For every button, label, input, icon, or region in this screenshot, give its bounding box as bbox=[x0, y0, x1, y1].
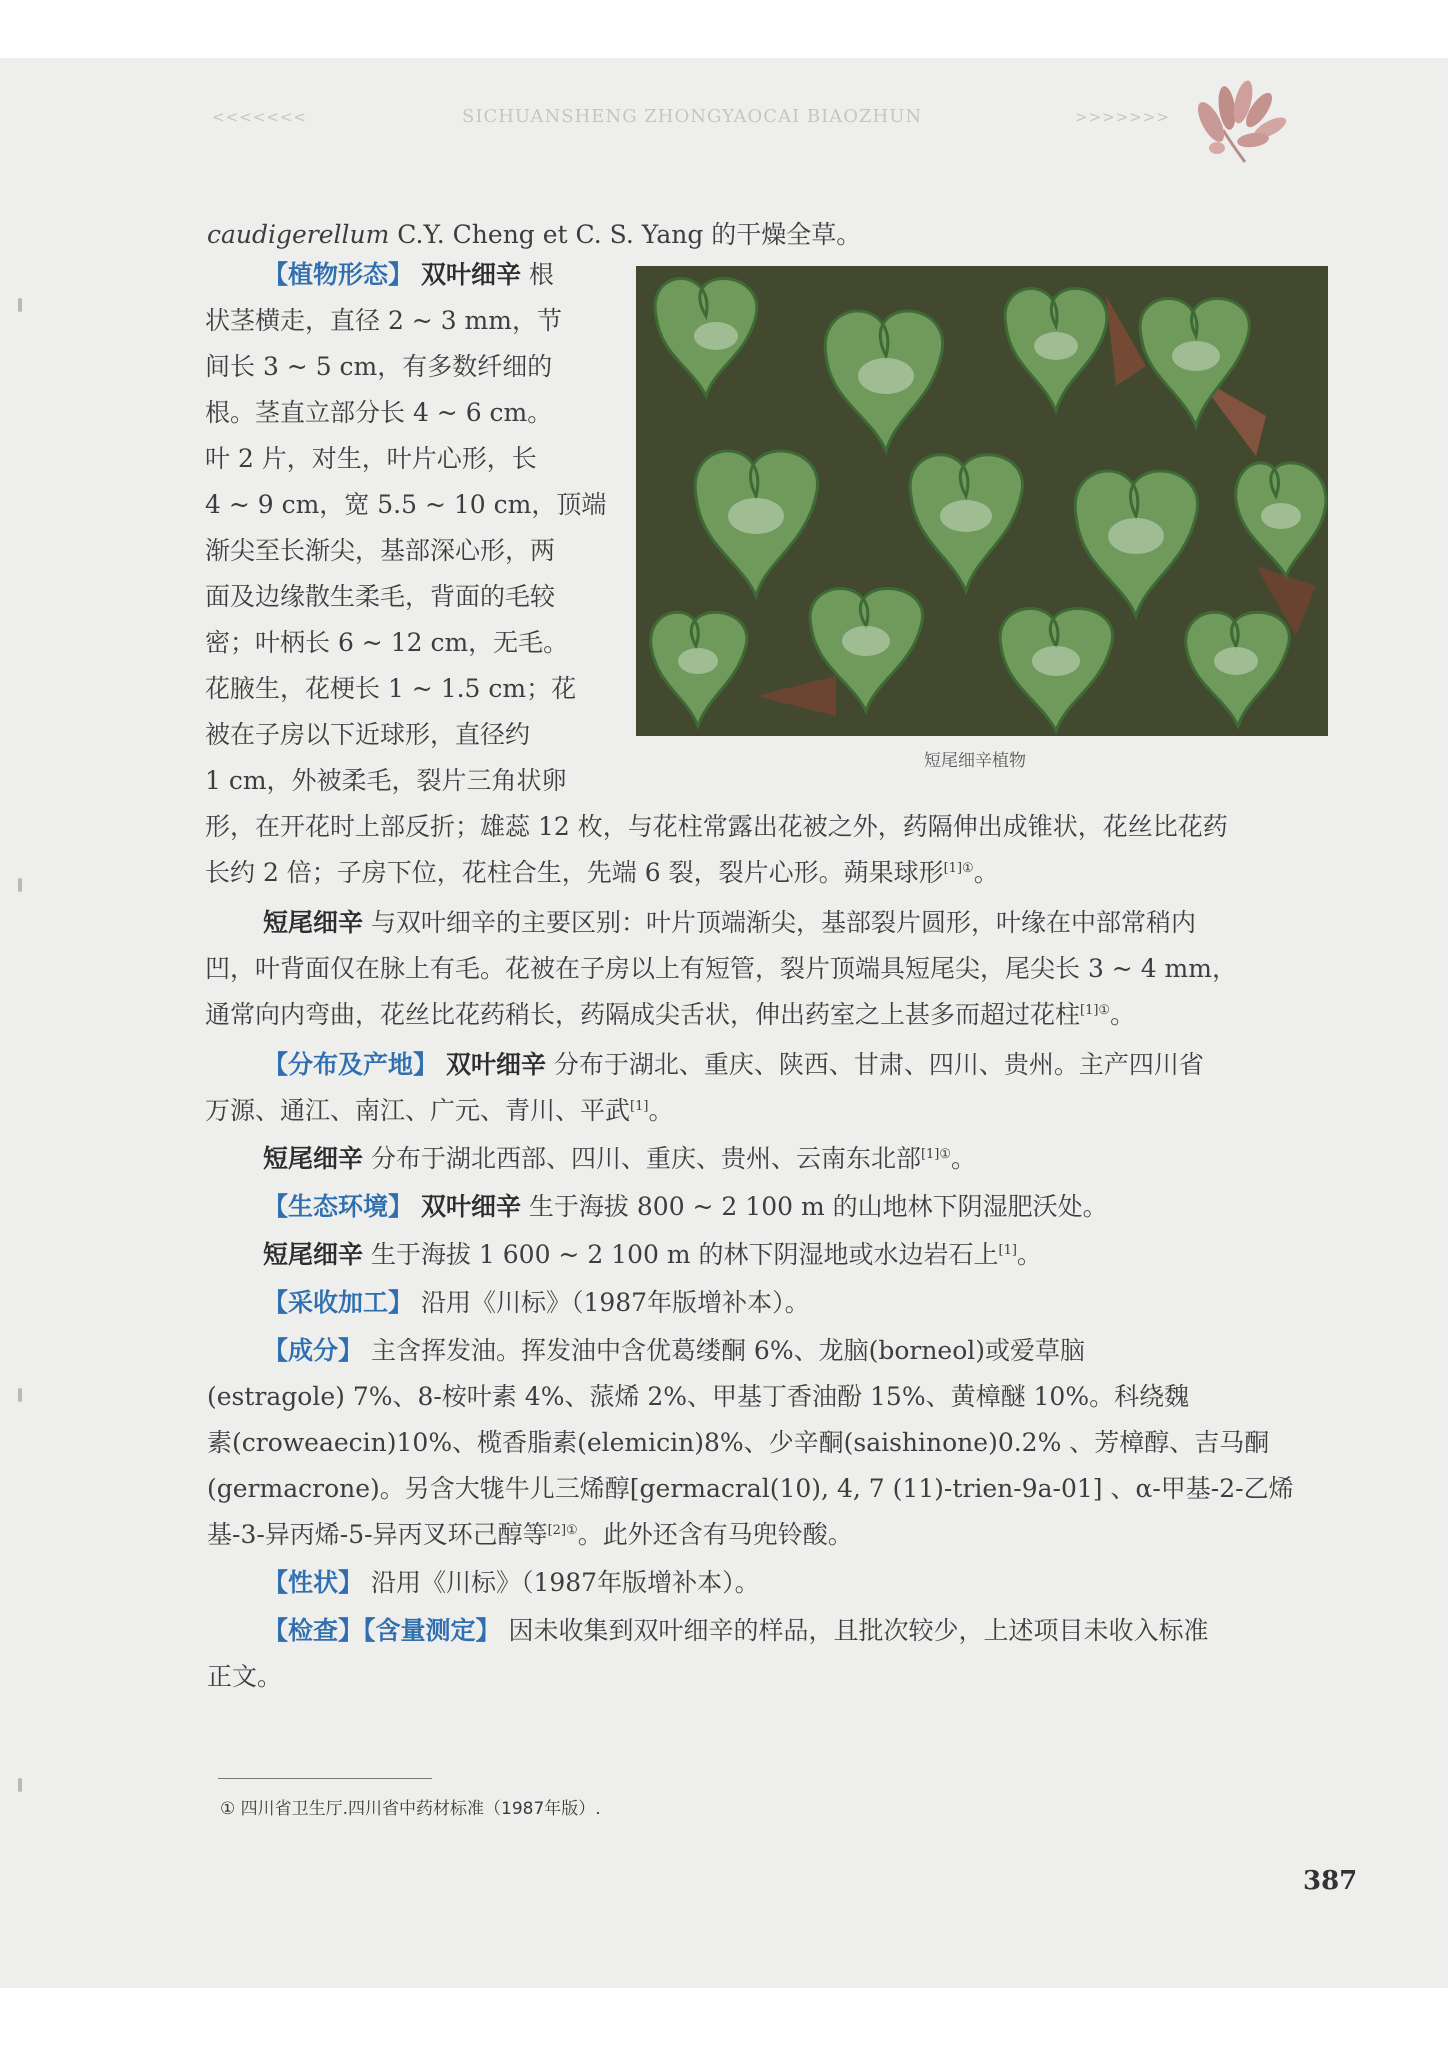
species-term: 双叶细辛 bbox=[420, 260, 521, 289]
text-span: 沿用《川标》（1987年版增补本）。 bbox=[363, 1568, 760, 1597]
text-line: (estragole) 7%、8-桉叶素 4%、蒎烯 2%、甲基丁香油酚 15%、黄樟醚 10%。科绕魏 bbox=[207, 1382, 1190, 1411]
section-heading: 【含量测定】 bbox=[363, 1616, 501, 1645]
page-number: 387 bbox=[1303, 1866, 1358, 1896]
text-line bbox=[207, 1518, 853, 1552]
text-line: 形，在开花时上部反折；雄蕊 12 枚，与花柱常露出花被之外，药隔伸出成锥状，花丝比花药 bbox=[205, 812, 1228, 841]
section-heading: 【采收加工】 bbox=[263, 1288, 414, 1317]
figure-caption: 短尾细辛植物 bbox=[924, 751, 1026, 771]
text-span: 。 bbox=[973, 858, 999, 887]
text-span: 。 bbox=[648, 1096, 674, 1125]
header-left-ornament: <<<<<<< bbox=[212, 108, 307, 126]
footnote-divider bbox=[218, 1778, 432, 1779]
text-line: 根。茎直立部分长 4 ~ 6 cm。 bbox=[205, 398, 553, 427]
section-heading: 【植物形态】 bbox=[263, 260, 414, 289]
citation-ref: [1] bbox=[630, 1099, 649, 1114]
text-line bbox=[263, 1190, 1108, 1224]
text-line: 状茎横走，直径 2 ~ 3 mm，节 bbox=[205, 306, 562, 335]
text-span: C.Y. Cheng et C. S. Yang 的干燥全草。 bbox=[389, 220, 862, 249]
binding-hole bbox=[18, 1778, 22, 1792]
plant-photo bbox=[636, 266, 1328, 736]
section-heading: 【成分】 bbox=[263, 1336, 364, 1365]
text-span: 沿用《川标》（1987年版增补本）。 bbox=[413, 1288, 810, 1317]
source-line bbox=[207, 218, 861, 252]
citation-ref: [2]① bbox=[547, 1523, 578, 1538]
section-heading: 【检查】 bbox=[263, 1616, 364, 1645]
binding-hole bbox=[18, 1388, 22, 1402]
text-line: 间长 3 ~ 5 cm，有多数纤细的 bbox=[205, 352, 553, 381]
text-span: 长约 2 倍；子房下位，花柱合生，先端 6 裂，裂片心形。蒴果球形 bbox=[205, 858, 944, 887]
text-span: 。 bbox=[951, 1144, 977, 1173]
text-line: 4 ~ 9 cm，宽 5.5 ~ 10 cm，顶端 bbox=[205, 490, 607, 519]
text-line bbox=[263, 1566, 760, 1600]
text-line: 渐尖至长渐尖，基部深心形，两 bbox=[205, 536, 556, 565]
citation-ref: [1]① bbox=[1080, 1003, 1111, 1018]
text-span: 。 bbox=[1110, 1000, 1136, 1029]
text-span: 因未收集到双叶细辛的样品，且批次较少，上述项目未收入标准 bbox=[500, 1616, 1209, 1645]
running-title: SICHUANSHENG ZHONGYAOCAI BIAOZHUN bbox=[462, 106, 923, 127]
binding-hole bbox=[18, 878, 22, 892]
text-span: 分布于湖北、重庆、陕西、甘肃、四川、贵州。主产四川省 bbox=[545, 1050, 1204, 1079]
text-span: 根 bbox=[520, 260, 554, 289]
latin-name: caudigerellum bbox=[207, 220, 390, 249]
text-span: 生于海拔 800 ~ 2 100 m 的山地林下阴湿肥沃处。 bbox=[520, 1192, 1108, 1221]
text-line: (germacrone)。另含大牻牛儿三烯醇[germacral(10), 4, 7 (11)-trien-9a-01] 、α-甲基-2-乙烯 bbox=[207, 1474, 1294, 1503]
text-line: 面及边缘散生柔毛，背面的毛较 bbox=[205, 582, 556, 611]
text-span: 基-3-异丙烯-5-异丙叉环己醇等 bbox=[207, 1520, 548, 1549]
text-line: 素(croweaecin)10%、榄香脂素(elemicin)8%、少辛酮(saishinone)0.2% 、芳樟醇、吉马酮 bbox=[207, 1428, 1270, 1457]
text-line bbox=[263, 906, 1196, 940]
section-heading: 【性状】 bbox=[263, 1568, 364, 1597]
text-line bbox=[205, 856, 999, 890]
header-right-ornament: >>>>>>> bbox=[1075, 108, 1170, 126]
text-line: 被在子房以下近球形，直径约 bbox=[205, 720, 531, 749]
text-span: 。此外还含有马兜铃酸。 bbox=[577, 1520, 853, 1549]
text-line bbox=[263, 1614, 1208, 1648]
text-line: 1 cm，外被柔毛，裂片三角状卵 bbox=[205, 766, 567, 795]
text-span: 与双叶细辛的主要区别：叶片顶端渐尖，基部裂片圆形，叶缘在中部常稍内 bbox=[363, 908, 1196, 937]
citation-ref: [1]① bbox=[920, 1147, 952, 1162]
section-heading: 【生态环境】 bbox=[263, 1192, 414, 1221]
text-line bbox=[263, 1334, 1085, 1368]
text-span: 万源、通江、南江、广元、青川、平武 bbox=[205, 1096, 631, 1125]
text-line bbox=[263, 1142, 976, 1176]
text-line bbox=[205, 998, 1135, 1032]
citation-ref: [1]① bbox=[943, 861, 974, 876]
text-span: 主含挥发油。挥发油中含优葛缕酮 6%、龙脑(borneol)或爱草脑 bbox=[363, 1336, 1086, 1365]
text-line: 凹，叶背面仅在脉上有毛。花被在子房以上有短管，裂片顶端具短尾尖，尾尖长 3 ~ 4 mm， bbox=[205, 954, 1237, 983]
species-term: 短尾细辛 bbox=[263, 1144, 364, 1173]
binding-hole bbox=[18, 298, 22, 312]
text-line bbox=[263, 1286, 810, 1320]
text-line: 花腋生，花梗长 1 ~ 1.5 cm；花 bbox=[205, 674, 577, 703]
text-line: 密；叶柄长 6 ~ 12 cm，无毛。 bbox=[205, 628, 569, 657]
text-line bbox=[263, 1238, 1042, 1272]
leaf-sprig-icon bbox=[1175, 70, 1295, 170]
citation-ref: [1] bbox=[998, 1243, 1017, 1258]
book-page bbox=[0, 58, 1448, 1988]
section-heading: 【分布及产地】 bbox=[263, 1050, 439, 1079]
text-span: 通常向内弯曲，花丝比花药稍长，药隔成尖舌状，伸出药室之上甚多而超过花柱 bbox=[205, 1000, 1081, 1029]
text-line: 叶 2 片，对生，叶片心形，长 bbox=[205, 444, 537, 473]
text-line: 正文。 bbox=[207, 1662, 283, 1691]
species-term: 双叶细辛 bbox=[420, 1192, 521, 1221]
morphology-first-line bbox=[263, 258, 554, 292]
text-span: 分布于湖北西部、四川、重庆、贵州、云南东北部 bbox=[363, 1144, 921, 1173]
text-line bbox=[263, 1048, 1204, 1082]
species-term: 双叶细辛 bbox=[445, 1050, 546, 1079]
footnote: ① 四川省卫生厅.四川省中药材标准（1987年版）. bbox=[220, 1799, 601, 1819]
text-span: 生于海拔 1 600 ~ 2 100 m 的林下阴湿地或水边岩石上 bbox=[363, 1240, 999, 1269]
species-term: 短尾细辛 bbox=[263, 908, 364, 937]
text-line bbox=[205, 1094, 673, 1128]
species-term: 短尾细辛 bbox=[263, 1240, 364, 1269]
text-span: 。 bbox=[1016, 1240, 1042, 1269]
